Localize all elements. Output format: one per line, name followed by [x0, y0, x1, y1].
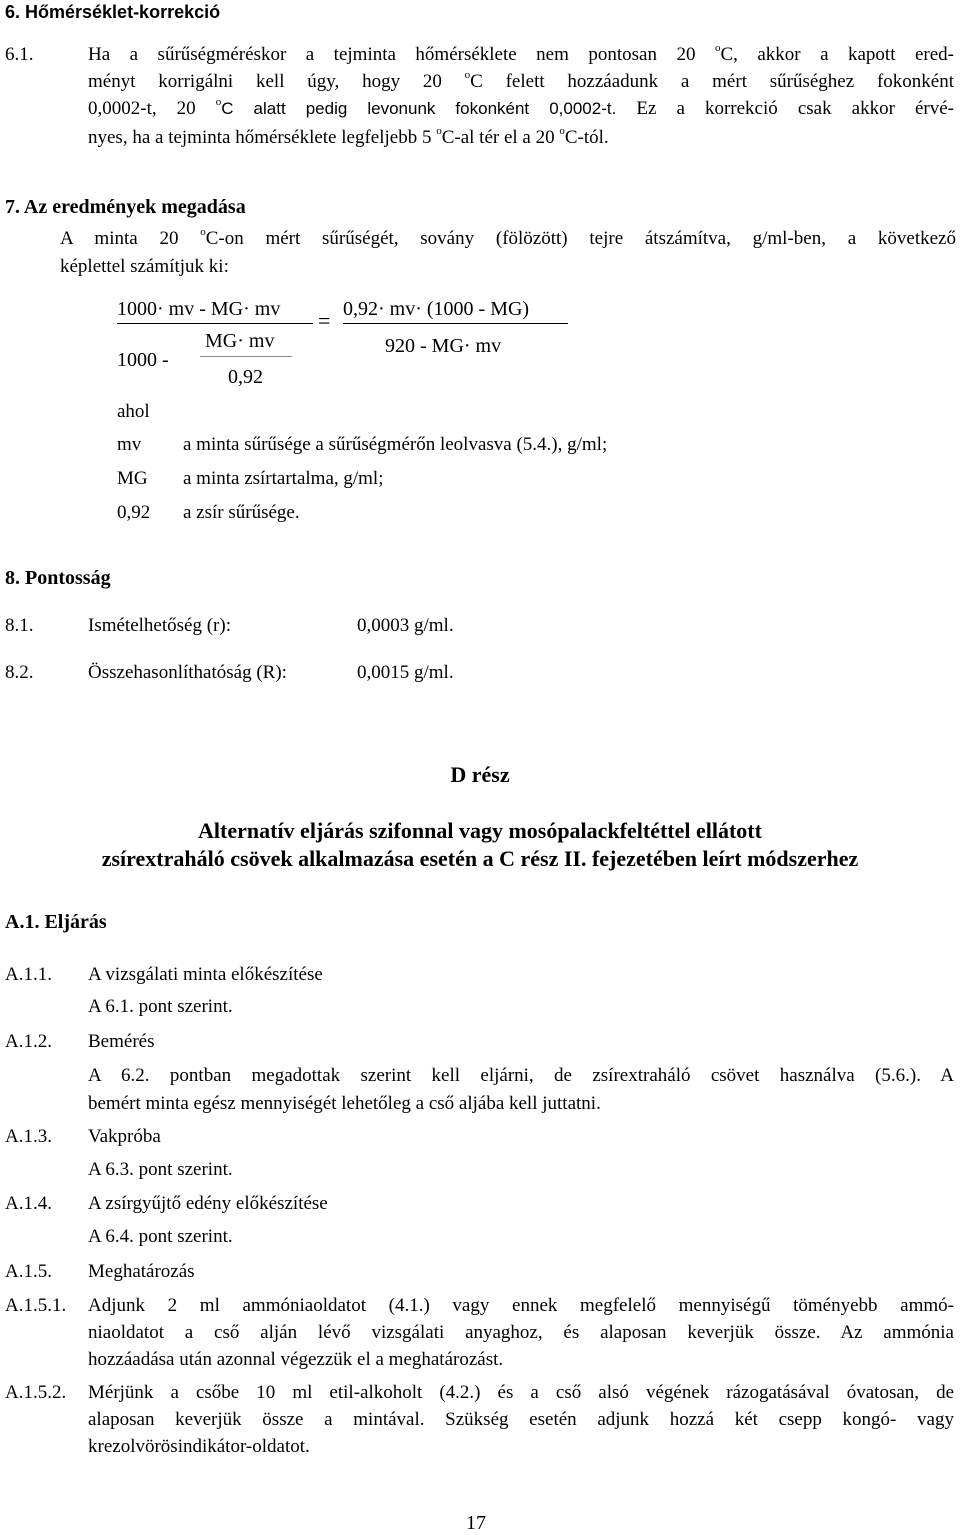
inner-fraction-bar: [200, 356, 292, 357]
definition-text: a minta sűrűsége a sűrűségmérőn leolvasva (5.4.), g/ml;: [183, 434, 608, 455]
item-body: A 6.4. pont szerint.: [88, 1226, 233, 1247]
item-heading: A zsírgyűjtő edény előkészítése: [88, 1193, 328, 1214]
item-body: Mérjünk a csőbe 10 ml etil-alkoholt (4.2.) és a cső alsó végének rázogatásával óvatosan, de: [88, 1382, 954, 1403]
text-line: Ha a sűrűségméréskor a tejminta hőmérséklete nem pontosan 20 $^o$C, akkor a kapott ered-: [88, 42, 954, 65]
item-number: A.1.5.2.: [5, 1382, 67, 1403]
item-number: 8.2.: [5, 662, 34, 683]
part-d-title: D rész: [450, 762, 510, 787]
definition-text: a minta zsírtartalma, g/ml;: [183, 468, 384, 489]
item-number: A.1.2.: [5, 1031, 52, 1052]
text-line: nyes, ha a tejminta hőmérséklete legfeljebb 5 $^o$C-al tér el a 20 $^o$C-tól.: [88, 125, 609, 148]
section-7-heading: 7. Az eredmények megadása: [5, 196, 246, 218]
definition-symbol: MG: [117, 468, 148, 489]
item-number: A.1.1.: [5, 964, 52, 985]
item-number: A.1.4.: [5, 1193, 52, 1214]
section-a1-heading: A.1. Eljárás: [5, 911, 107, 933]
item-body: A 6.2. pontban megadottak szerint kell eljárni, de zsírextraháló csövet használva (5.6.). A: [88, 1065, 954, 1086]
section-6-heading: 6. Hőmérséklet-korrekció: [5, 2, 221, 22]
text-line: A minta 20 $^o$C-on mért sűrűségét, sovány (fölözött) tejre átszámítva, g/ml-ben, a következő: [60, 226, 956, 249]
precision-value: 0,0003 g/ml.: [357, 615, 454, 636]
page-number: 17: [466, 1512, 486, 1534]
item-body: alaposan keverjük össze a mintával. Szükség esetén adjunk hozzá két csepp kongó- vagy: [88, 1409, 954, 1430]
part-d-subtitle: zsírextraháló csövek alkalmazása esetén a C rész II. fejezetében leírt módszerhez: [101, 846, 859, 871]
formula-denominator-prefix: 1000 -: [117, 349, 169, 371]
item-body: Adjunk 2 ml ammóniaoldatot (4.1.) vagy ennek megfelelő mennyiségű töményebb ammó-: [88, 1295, 954, 1316]
definition-text: a zsír sűrűsége.: [183, 502, 300, 523]
formula-rhs-denominator: 920 - MG· mv: [385, 335, 502, 357]
item-heading: Vakpróba: [88, 1126, 161, 1147]
text-line: 0,0002-t, 20 $^o$C alatt pedig levonunk fokonként 0,0002-t. Ez a korrekció csak akkor érvé-: [88, 96, 954, 119]
item-body: krezolvörösindikátor-oldatot.: [88, 1436, 310, 1457]
precision-value: 0,0015 g/ml.: [357, 662, 454, 683]
item-number: A.1.5.1.: [5, 1295, 67, 1316]
formula-inner-denominator: 0,92: [228, 366, 263, 388]
item-heading: A vizsgálati minta előkészítése: [88, 964, 323, 985]
item-number: 6.1.: [5, 44, 34, 65]
item-body: A 6.3. pont szerint.: [88, 1159, 233, 1180]
fraction-bar: [117, 323, 313, 324]
precision-label: Ismételhetőség (r):: [88, 615, 231, 636]
formula-inner-numerator: MG· mv: [205, 330, 275, 352]
precision-label: Összehasonlíthatóság (R):: [88, 662, 287, 683]
item-number: 8.1.: [5, 615, 34, 636]
item-heading: Meghatározás: [88, 1261, 195, 1282]
formula-lhs-numerator: 1000· mv - MG· mv: [117, 298, 281, 320]
equals-sign: =: [318, 308, 331, 333]
fraction-bar: [343, 323, 568, 324]
item-body: bemért minta egész mennyiségét lehetőleg a cső aljába kell juttatni.: [88, 1093, 601, 1114]
item-heading: Bemérés: [88, 1031, 155, 1052]
definition-symbol: mv: [117, 434, 142, 455]
item-body: hozzáadása után azonnal végezzük el a meghatározást.: [88, 1349, 504, 1370]
item-number: A.1.3.: [5, 1126, 52, 1147]
formula-rhs-numerator: 0,92· mv· (1000 - MG): [343, 298, 530, 320]
text-line: képlettel számítjuk ki:: [60, 256, 229, 277]
part-d-subtitle: Alternatív eljárás szifonnal vagy mosópalackfeltéttel ellátott: [198, 818, 762, 843]
text-line: ményt korrigálni kell úgy, hogy 20 $^o$C felett hozzáadunk a mért sűrűséghez fokonként: [88, 69, 954, 92]
definition-symbol: 0,92: [117, 502, 151, 523]
item-body: A 6.1. pont szerint.: [88, 996, 233, 1017]
section-8-heading: 8. Pontosság: [5, 567, 111, 589]
item-number: A.1.5.: [5, 1261, 52, 1282]
item-body: niaoldatot a cső alján lévő vizsgálati anyaghoz, és alaposan keverjük össze. Az ammónia: [88, 1322, 954, 1343]
where-label: ahol: [117, 401, 150, 422]
